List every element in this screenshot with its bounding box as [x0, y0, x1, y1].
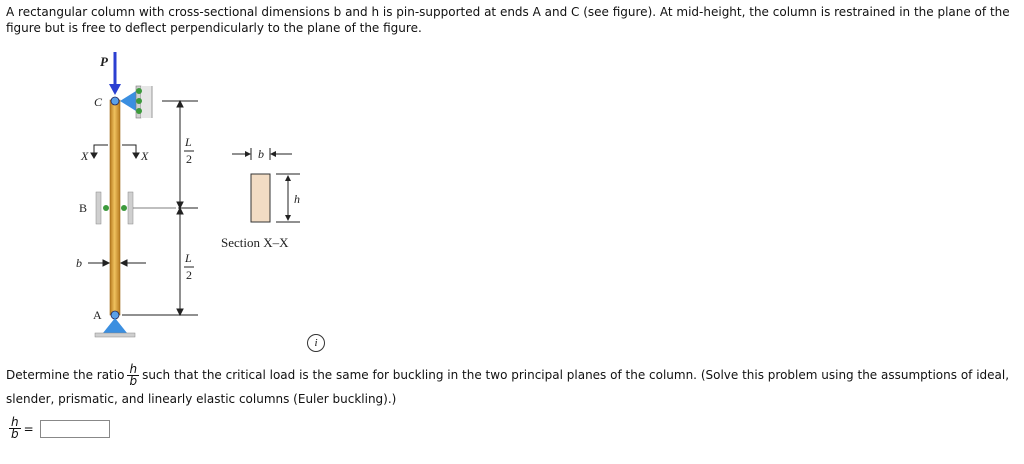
support-b [96, 192, 176, 224]
column-figure [0, 0, 340, 360]
column [110, 100, 120, 315]
point-c-label: C [94, 95, 103, 109]
problem-statement: A rectangular column with cross-sectional dimensions b and h is pin-supported at ends A and C (see figure). At mid-height, the column is restrained in the plane of the figure but is free to deflect perpendicularly to the plane of the figure. [6, 5, 1010, 35]
upper-half-den: 2 [186, 152, 192, 166]
question-prefix: Determine the ratio [6, 368, 125, 382]
b-marker-label: b [76, 256, 82, 270]
info-icon[interactable]: i [307, 334, 325, 352]
ratio-denominator: b [129, 374, 138, 388]
answer-label [9, 417, 21, 440]
point-a-label: A [93, 308, 102, 322]
ratio-fraction [127, 364, 139, 387]
section-b-label: b [258, 147, 264, 161]
section-mark-right: X [141, 149, 149, 163]
section-caption: Section X–X [221, 235, 289, 250]
section-mark-left: X [81, 149, 89, 163]
answer-label-den: b [11, 427, 19, 441]
pin-a [111, 311, 119, 319]
answer-row [6, 417, 110, 440]
pin-c [111, 97, 119, 105]
support-c [120, 86, 152, 118]
equals-sign: = [23, 421, 34, 436]
answer-input[interactable] [40, 420, 110, 438]
ratio-numerator: h [127, 364, 139, 376]
question-suffix: such that the critical load is the same for buckling in the two principal planes of the column. (Solve this problem using the assumptions of ideal, slender, prismatic, and linearly elastic columns (Euler buckling).) [6, 368, 1010, 406]
section-h-label: h [294, 192, 300, 206]
load-label: P [100, 54, 108, 69]
upper-half-num: L [185, 135, 192, 149]
lower-half-num: L [185, 251, 192, 265]
answer-label-num: h [9, 417, 21, 429]
cross-section [232, 148, 300, 222]
lower-half-den: 2 [186, 268, 192, 282]
point-b-label: B [79, 201, 88, 215]
load-arrow [109, 52, 121, 95]
question-text [6, 363, 1018, 411]
